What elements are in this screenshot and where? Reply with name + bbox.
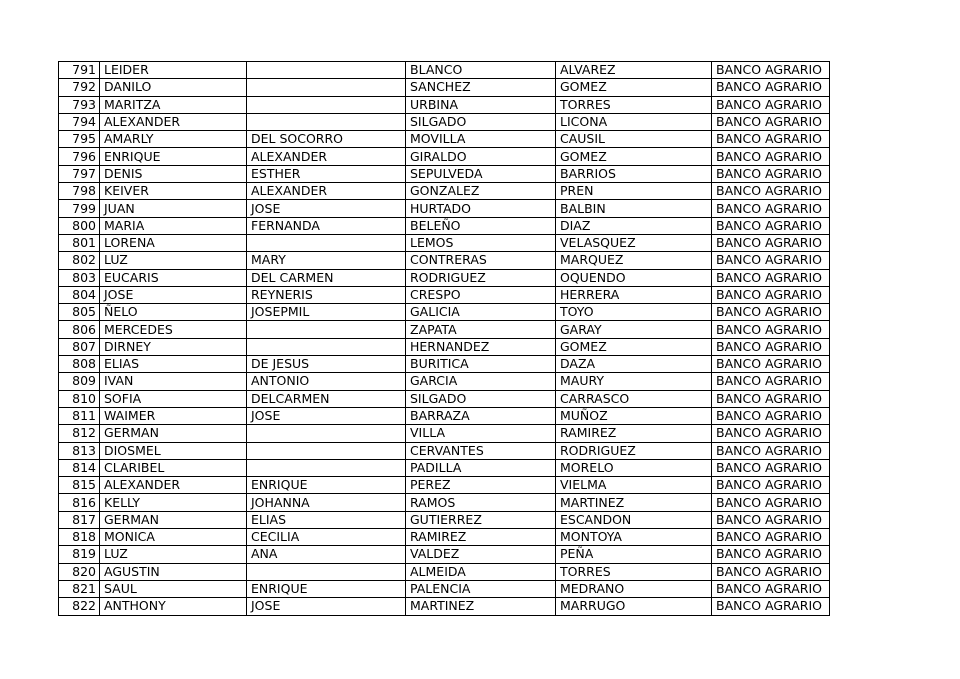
table-row xyxy=(59,459,830,476)
first-name-cell: JOSE xyxy=(100,286,247,303)
second-surname-cell: HERRERA xyxy=(556,286,712,303)
second-surname-cell: MARQUEZ xyxy=(556,252,712,269)
table-row xyxy=(59,546,830,563)
second-surname-cell: VIELMA xyxy=(556,477,712,494)
row-number-cell: 792 xyxy=(59,79,100,96)
first-name-cell: ALEXANDER xyxy=(100,477,247,494)
table-row xyxy=(59,148,830,165)
bank-cell: BANCO AGRARIO xyxy=(712,580,830,597)
first-surname-cell: ALMEIDA xyxy=(406,563,556,580)
second-name-cell: JOSE xyxy=(247,407,406,424)
first-surname-cell: BELEÑO xyxy=(406,217,556,234)
second-name-cell xyxy=(247,113,406,130)
second-name-cell xyxy=(247,79,406,96)
first-surname-cell: BURITICA xyxy=(406,356,556,373)
first-surname-cell: HURTADO xyxy=(406,200,556,217)
table-row xyxy=(59,269,830,286)
bank-cell: BANCO AGRARIO xyxy=(712,563,830,580)
second-name-cell xyxy=(247,321,406,338)
second-name-cell: JOSEPMIL xyxy=(247,304,406,321)
first-surname-cell: CONTRERAS xyxy=(406,252,556,269)
first-surname-cell: URBINA xyxy=(406,96,556,113)
bank-cell: BANCO AGRARIO xyxy=(712,373,830,390)
table-row xyxy=(59,356,830,373)
row-number-cell: 805 xyxy=(59,304,100,321)
table-row xyxy=(59,79,830,96)
first-surname-cell: MOVILLA xyxy=(406,131,556,148)
second-surname-cell: PEÑA xyxy=(556,546,712,563)
bank-cell: BANCO AGRARIO xyxy=(712,494,830,511)
second-surname-cell: MAURY xyxy=(556,373,712,390)
second-name-cell: JOHANNA xyxy=(247,494,406,511)
bank-cell: BANCO AGRARIO xyxy=(712,269,830,286)
second-name-cell: ALEXANDER xyxy=(247,183,406,200)
row-number-cell: 815 xyxy=(59,477,100,494)
bank-cell: BANCO AGRARIO xyxy=(712,511,830,528)
table-row xyxy=(59,252,830,269)
bank-cell: BANCO AGRARIO xyxy=(712,546,830,563)
row-number-cell: 802 xyxy=(59,252,100,269)
second-name-cell: CECILIA xyxy=(247,529,406,546)
first-surname-cell: VALDEZ xyxy=(406,546,556,563)
row-number-cell: 816 xyxy=(59,494,100,511)
second-surname-cell: GARAY xyxy=(556,321,712,338)
bank-cell: BANCO AGRARIO xyxy=(712,79,830,96)
row-number-cell: 810 xyxy=(59,390,100,407)
row-number-cell: 803 xyxy=(59,269,100,286)
people-table xyxy=(58,61,830,616)
table-row xyxy=(59,598,830,615)
first-name-cell: MERCEDES xyxy=(100,321,247,338)
row-number-cell: 814 xyxy=(59,459,100,476)
second-surname-cell: GOMEZ xyxy=(556,338,712,355)
second-surname-cell: RODRIGUEZ xyxy=(556,442,712,459)
table-row xyxy=(59,425,830,442)
row-number-cell: 819 xyxy=(59,546,100,563)
second-surname-cell: DAZA xyxy=(556,356,712,373)
second-surname-cell: ESCANDON xyxy=(556,511,712,528)
table-row xyxy=(59,442,830,459)
first-surname-cell: HERNANDEZ xyxy=(406,338,556,355)
bank-cell: BANCO AGRARIO xyxy=(712,390,830,407)
table-row xyxy=(59,304,830,321)
second-name-cell: ENRIQUE xyxy=(247,580,406,597)
second-surname-cell: MONTOYA xyxy=(556,529,712,546)
second-name-cell xyxy=(247,459,406,476)
bank-cell: BANCO AGRARIO xyxy=(712,407,830,424)
table-row xyxy=(59,494,830,511)
second-surname-cell: TORRES xyxy=(556,96,712,113)
second-surname-cell: BALBIN xyxy=(556,200,712,217)
second-surname-cell: CAUSIL xyxy=(556,131,712,148)
table-row xyxy=(59,200,830,217)
first-surname-cell: PALENCIA xyxy=(406,580,556,597)
row-number-cell: 809 xyxy=(59,373,100,390)
first-surname-cell: GONZALEZ xyxy=(406,183,556,200)
row-number-cell: 796 xyxy=(59,148,100,165)
table-row xyxy=(59,286,830,303)
table-body xyxy=(59,62,830,616)
second-name-cell: ELIAS xyxy=(247,511,406,528)
bank-cell: BANCO AGRARIO xyxy=(712,304,830,321)
first-surname-cell: SILGADO xyxy=(406,113,556,130)
first-name-cell: AGUSTIN xyxy=(100,563,247,580)
second-surname-cell: TORRES xyxy=(556,563,712,580)
second-surname-cell: BARRIOS xyxy=(556,165,712,182)
second-surname-cell: VELASQUEZ xyxy=(556,234,712,251)
table-row xyxy=(59,373,830,390)
first-name-cell: ANTHONY xyxy=(100,598,247,615)
first-surname-cell: MARTINEZ xyxy=(406,598,556,615)
row-number-cell: 821 xyxy=(59,580,100,597)
first-name-cell: WAIMER xyxy=(100,407,247,424)
first-name-cell: DENIS xyxy=(100,165,247,182)
bank-cell: BANCO AGRARIO xyxy=(712,477,830,494)
bank-cell: BANCO AGRARIO xyxy=(712,113,830,130)
first-name-cell: LUZ xyxy=(100,546,247,563)
first-name-cell: IVAN xyxy=(100,373,247,390)
table-row xyxy=(59,580,830,597)
second-name-cell: JOSE xyxy=(247,598,406,615)
second-surname-cell: TOYO xyxy=(556,304,712,321)
bank-cell: BANCO AGRARIO xyxy=(712,425,830,442)
table-row xyxy=(59,529,830,546)
bank-cell: BANCO AGRARIO xyxy=(712,356,830,373)
first-surname-cell: RAMIREZ xyxy=(406,529,556,546)
row-number-cell: 804 xyxy=(59,286,100,303)
first-surname-cell: SANCHEZ xyxy=(406,79,556,96)
first-name-cell: GERMAN xyxy=(100,511,247,528)
bank-cell: BANCO AGRARIO xyxy=(712,131,830,148)
bank-cell: BANCO AGRARIO xyxy=(712,286,830,303)
table-row xyxy=(59,407,830,424)
table-row xyxy=(59,234,830,251)
bank-cell: BANCO AGRARIO xyxy=(712,459,830,476)
second-surname-cell: GOMEZ xyxy=(556,79,712,96)
bank-cell: BANCO AGRARIO xyxy=(712,183,830,200)
row-number-cell: 822 xyxy=(59,598,100,615)
row-number-cell: 799 xyxy=(59,200,100,217)
row-number-cell: 797 xyxy=(59,165,100,182)
second-surname-cell: MORELO xyxy=(556,459,712,476)
row-number-cell: 800 xyxy=(59,217,100,234)
first-surname-cell: PEREZ xyxy=(406,477,556,494)
first-name-cell: ALEXANDER xyxy=(100,113,247,130)
second-surname-cell: PREN xyxy=(556,183,712,200)
first-surname-cell: GALICIA xyxy=(406,304,556,321)
first-surname-cell: GUTIERREZ xyxy=(406,511,556,528)
table-row xyxy=(59,563,830,580)
spreadsheet-page xyxy=(58,61,830,616)
first-name-cell: CLARIBEL xyxy=(100,459,247,476)
table-row xyxy=(59,96,830,113)
second-name-cell: FERNANDA xyxy=(247,217,406,234)
row-number-cell: 820 xyxy=(59,563,100,580)
first-name-cell: JUAN xyxy=(100,200,247,217)
bank-cell: BANCO AGRARIO xyxy=(712,200,830,217)
first-surname-cell: VILLA xyxy=(406,425,556,442)
first-surname-cell: RAMOS xyxy=(406,494,556,511)
row-number-cell: 795 xyxy=(59,131,100,148)
row-number-cell: 807 xyxy=(59,338,100,355)
second-name-cell xyxy=(247,338,406,355)
second-surname-cell: MUÑOZ xyxy=(556,407,712,424)
second-name-cell xyxy=(247,96,406,113)
first-name-cell: SAUL xyxy=(100,580,247,597)
bank-cell: BANCO AGRARIO xyxy=(712,338,830,355)
first-surname-cell: RODRIGUEZ xyxy=(406,269,556,286)
table-row xyxy=(59,390,830,407)
first-name-cell: DANILO xyxy=(100,79,247,96)
first-name-cell: GERMAN xyxy=(100,425,247,442)
table-row xyxy=(59,165,830,182)
row-number-cell: 818 xyxy=(59,529,100,546)
bank-cell: BANCO AGRARIO xyxy=(712,252,830,269)
first-name-cell: MARITZA xyxy=(100,96,247,113)
first-name-cell: AMARLY xyxy=(100,131,247,148)
row-number-cell: 812 xyxy=(59,425,100,442)
bank-cell: BANCO AGRARIO xyxy=(712,217,830,234)
first-name-cell: LORENA xyxy=(100,234,247,251)
first-surname-cell: GARCIA xyxy=(406,373,556,390)
second-surname-cell: ALVAREZ xyxy=(556,62,712,79)
first-name-cell: DIRNEY xyxy=(100,338,247,355)
second-name-cell: DEL SOCORRO xyxy=(247,131,406,148)
table-row xyxy=(59,62,830,79)
second-surname-cell: RAMIREZ xyxy=(556,425,712,442)
table-row xyxy=(59,338,830,355)
first-name-cell: ÑELO xyxy=(100,304,247,321)
second-name-cell: REYNERIS xyxy=(247,286,406,303)
first-surname-cell: LEMOS xyxy=(406,234,556,251)
first-name-cell: LEIDER xyxy=(100,62,247,79)
first-surname-cell: PADILLA xyxy=(406,459,556,476)
second-name-cell xyxy=(247,563,406,580)
first-name-cell: LUZ xyxy=(100,252,247,269)
second-name-cell: MARY xyxy=(247,252,406,269)
first-name-cell: ELIAS xyxy=(100,356,247,373)
table-row xyxy=(59,511,830,528)
second-name-cell xyxy=(247,425,406,442)
second-name-cell: DE JESUS xyxy=(247,356,406,373)
first-name-cell: KEIVER xyxy=(100,183,247,200)
table-row xyxy=(59,113,830,130)
second-surname-cell: LICONA xyxy=(556,113,712,130)
second-name-cell xyxy=(247,62,406,79)
table-row xyxy=(59,183,830,200)
second-name-cell: DEL CARMEN xyxy=(247,269,406,286)
first-name-cell: MONICA xyxy=(100,529,247,546)
row-number-cell: 793 xyxy=(59,96,100,113)
first-surname-cell: BARRAZA xyxy=(406,407,556,424)
row-number-cell: 806 xyxy=(59,321,100,338)
bank-cell: BANCO AGRARIO xyxy=(712,442,830,459)
bank-cell: BANCO AGRARIO xyxy=(712,148,830,165)
second-surname-cell: GOMEZ xyxy=(556,148,712,165)
second-surname-cell: DIAZ xyxy=(556,217,712,234)
bank-cell: BANCO AGRARIO xyxy=(712,598,830,615)
second-name-cell xyxy=(247,442,406,459)
bank-cell: BANCO AGRARIO xyxy=(712,529,830,546)
row-number-cell: 798 xyxy=(59,183,100,200)
row-number-cell: 794 xyxy=(59,113,100,130)
second-name-cell: ENRIQUE xyxy=(247,477,406,494)
second-name-cell: ANTONIO xyxy=(247,373,406,390)
table-row xyxy=(59,477,830,494)
first-name-cell: ENRIQUE xyxy=(100,148,247,165)
row-number-cell: 791 xyxy=(59,62,100,79)
second-name-cell: ALEXANDER xyxy=(247,148,406,165)
second-name-cell xyxy=(247,234,406,251)
second-name-cell: ESTHER xyxy=(247,165,406,182)
table-row xyxy=(59,321,830,338)
first-surname-cell: CRESPO xyxy=(406,286,556,303)
row-number-cell: 811 xyxy=(59,407,100,424)
first-name-cell: DIOSMEL xyxy=(100,442,247,459)
first-name-cell: SOFIA xyxy=(100,390,247,407)
row-number-cell: 813 xyxy=(59,442,100,459)
second-surname-cell: MARRUGO xyxy=(556,598,712,615)
second-name-cell: ANA xyxy=(247,546,406,563)
row-number-cell: 817 xyxy=(59,511,100,528)
first-surname-cell: SILGADO xyxy=(406,390,556,407)
second-name-cell: DELCARMEN xyxy=(247,390,406,407)
second-surname-cell: MARTINEZ xyxy=(556,494,712,511)
second-name-cell: JOSE xyxy=(247,200,406,217)
row-number-cell: 801 xyxy=(59,234,100,251)
bank-cell: BANCO AGRARIO xyxy=(712,234,830,251)
first-name-cell: MARIA xyxy=(100,217,247,234)
first-surname-cell: ZAPATA xyxy=(406,321,556,338)
first-surname-cell: CERVANTES xyxy=(406,442,556,459)
second-surname-cell: CARRASCO xyxy=(556,390,712,407)
row-number-cell: 808 xyxy=(59,356,100,373)
bank-cell: BANCO AGRARIO xyxy=(712,62,830,79)
bank-cell: BANCO AGRARIO xyxy=(712,96,830,113)
table-row xyxy=(59,217,830,234)
bank-cell: BANCO AGRARIO xyxy=(712,165,830,182)
table-row xyxy=(59,131,830,148)
bank-cell: BANCO AGRARIO xyxy=(712,321,830,338)
first-surname-cell: GIRALDO xyxy=(406,148,556,165)
second-surname-cell: MEDRANO xyxy=(556,580,712,597)
first-name-cell: KELLY xyxy=(100,494,247,511)
first-surname-cell: BLANCO xyxy=(406,62,556,79)
second-surname-cell: OQUENDO xyxy=(556,269,712,286)
first-surname-cell: SEPULVEDA xyxy=(406,165,556,182)
first-name-cell: EUCARIS xyxy=(100,269,247,286)
